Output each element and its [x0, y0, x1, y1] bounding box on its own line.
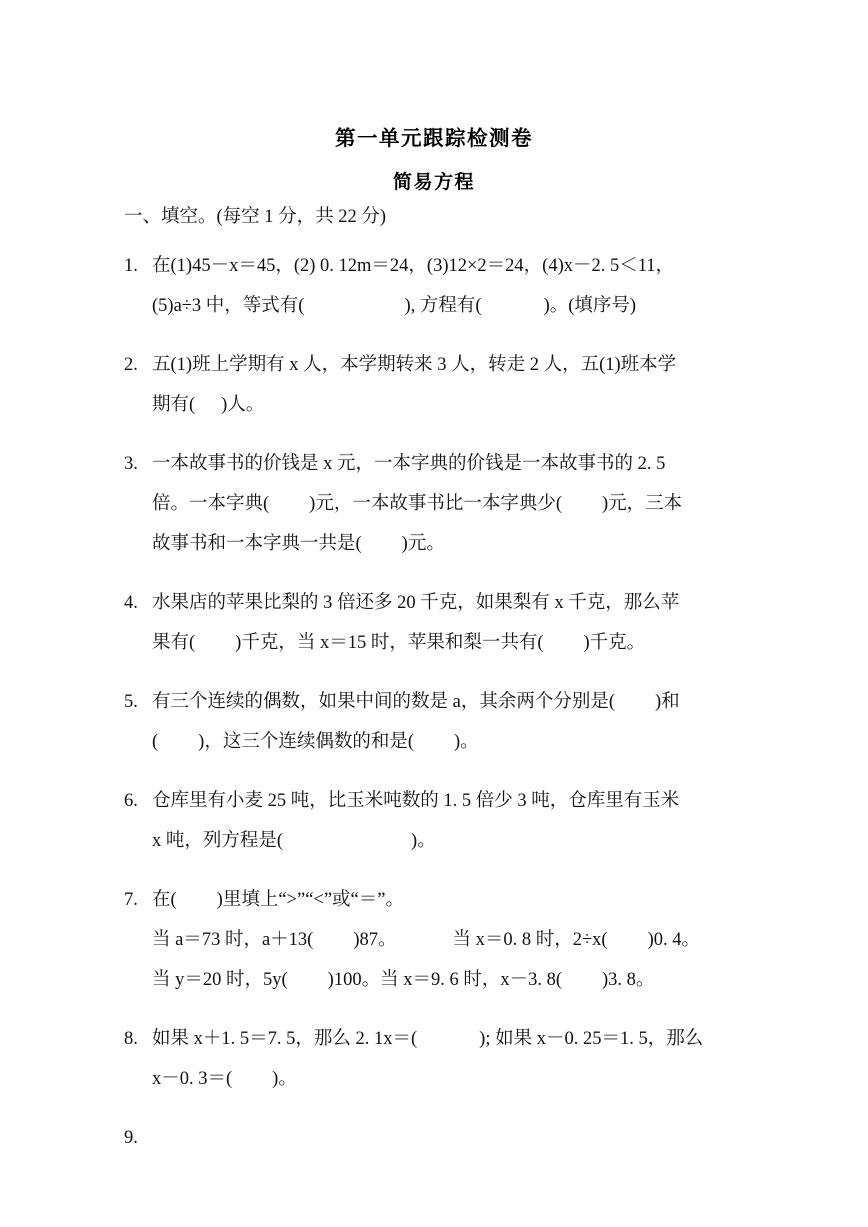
- question-6-text-2: [152, 821, 748, 861]
- question-8-frag-c: x－0. 3＝(: [152, 1068, 233, 1089]
- question-1-line-2: [124, 286, 748, 326]
- question-5-frag-e: )。: [454, 731, 479, 752]
- question-9-line-1: [124, 1118, 748, 1158]
- question-4-number: 4.: [124, 592, 138, 613]
- question-5-frag-c: (: [152, 731, 159, 752]
- question-7-frag-e: 当 x＝0. 8 时，2÷x(: [452, 929, 608, 950]
- question-9: [124, 1118, 748, 1158]
- question-6: [124, 781, 748, 861]
- question-7-number: 7.: [124, 889, 138, 910]
- question-7-line-3: [124, 960, 748, 1000]
- question-7-frag-b: )里填上“>”“<”或“＝”。: [216, 889, 404, 910]
- question-9-number: 9.: [124, 1127, 138, 1148]
- question-5-number: 5.: [124, 691, 138, 712]
- question-5-frag-d: )，这三个连续偶数的和是(: [198, 731, 414, 752]
- question-4-frag-c: )千克。: [583, 632, 646, 653]
- question-7-frag-d: )87。: [353, 929, 397, 950]
- question-3-line-1: [124, 444, 748, 484]
- question-2: [124, 345, 748, 425]
- question-8-text-2: [152, 1059, 748, 1099]
- question-2-frag-a: 期有(: [152, 394, 196, 415]
- question-1: [124, 246, 748, 326]
- question-3-frag-b: )元，一本故事书比一本字典少(: [309, 493, 562, 514]
- question-1-frag-a: (5)a÷3 中，等式有(: [152, 295, 305, 316]
- question-4-line-1: [124, 583, 748, 623]
- question-7: [124, 880, 748, 1000]
- question-8-line-2: [124, 1059, 748, 1099]
- question-3-text-3: [152, 524, 748, 564]
- question-3-text-1: 一本故事书的价钱是 x 元，一本字典的价钱是一本故事书的 2. 5: [152, 453, 666, 474]
- question-6-line-2: [124, 821, 748, 861]
- question-1-text-2: [152, 286, 748, 326]
- question-6-text-1: 仓库里有小麦 25 吨，比玉米吨数的 1. 5 倍少 3 吨，仓库里有玉米: [152, 790, 680, 811]
- question-4-frag-b: )千克，当 x＝15 时，苹果和梨一共有(: [235, 632, 544, 653]
- question-3-frag-d: 故事书和一本字典一共是(: [152, 533, 362, 554]
- question-7-frag-j: )3. 8。: [602, 969, 655, 990]
- question-8-text-1: [152, 1019, 748, 1059]
- question-8-line-1: [124, 1019, 748, 1059]
- question-8-frag-a: 如果 x＋1. 5＝7. 5，那么 2. 1x＝(: [152, 1028, 418, 1049]
- question-3-line-3: [124, 524, 748, 564]
- question-2-line-2: [124, 385, 748, 425]
- question-3-frag-c: )元，三本: [602, 493, 683, 514]
- question-7-text-1: [152, 880, 748, 920]
- question-4-frag-a: 果有(: [152, 632, 196, 653]
- question-7-line-1: [124, 880, 748, 920]
- question-8-number: 8.: [124, 1028, 138, 1049]
- question-1-frag-c: )。(填序号): [543, 295, 637, 316]
- question-4-text-1: 水果店的苹果比梨的 3 倍还多 20 千克，如果梨有 x 千克，那么苹: [152, 592, 680, 613]
- question-1-text-1: 在(1)45－x＝45，(2) 0. 12m＝24，(3)12×2＝24，(4)x－2. 5＜11，: [152, 255, 675, 276]
- question-5-frag-b: )和: [655, 691, 680, 712]
- question-5-frag-a: 有三个连续的偶数，如果中间的数是 a，其余两个分别是(: [152, 691, 615, 712]
- question-1-line-1: [124, 246, 748, 286]
- question-4-line-2: [124, 623, 748, 663]
- question-7-frag-h: )100。: [327, 969, 381, 990]
- question-5: [124, 682, 748, 762]
- question-6-line-1: [124, 781, 748, 821]
- question-3-frag-e: )元。: [401, 533, 445, 554]
- question-7-frag-i: 当 x＝9. 6 时，x－3. 8(: [380, 969, 563, 990]
- question-7-frag-c: 当 a＝73 时，a＋13(: [152, 929, 314, 950]
- question-2-text-2: [152, 385, 748, 425]
- page-subtitle: 简易方程: [392, 171, 475, 193]
- question-6-frag-a: x 吨，列方程是(: [152, 830, 284, 851]
- question-7-text-2: [152, 920, 748, 960]
- question-8-frag-d: )。: [272, 1068, 297, 1089]
- question-2-number: 2.: [124, 354, 138, 375]
- question-7-frag-g: 当 y＝20 时，5y(: [152, 969, 288, 990]
- question-6-frag-b: )。: [411, 830, 436, 851]
- question-2-text-1: 五(1)班上学期有 x 人，本学期转来 3 人，转走 2 人，五(1)班本学: [152, 354, 677, 375]
- question-3-number: 3.: [124, 453, 138, 474]
- question-7-frag-f: )0. 4。: [647, 929, 701, 950]
- question-2-line-1: [124, 345, 748, 385]
- question-2-frag-b: )人。: [221, 394, 265, 415]
- page-title: 第一单元跟踪检测卷: [335, 126, 533, 150]
- question-3-text-2: [152, 484, 748, 524]
- question-1-number: 1.: [124, 255, 138, 276]
- question-7-frag-a: 在(: [152, 889, 177, 910]
- question-7-line-2: [124, 920, 748, 960]
- question-8: [124, 1019, 748, 1099]
- question-4: [124, 583, 748, 663]
- question-3-frag-a: 倍。一本字典(: [152, 493, 270, 514]
- question-3-line-2: [124, 484, 748, 524]
- exam-body: [124, 208, 748, 1158]
- question-5-line-2: [124, 722, 748, 762]
- question-3: [124, 444, 748, 564]
- question-4-text-2: [152, 623, 748, 663]
- question-5-text-2: [152, 722, 748, 762]
- question-5-line-1: [124, 682, 748, 722]
- question-7-text-3: [152, 960, 748, 1000]
- question-1-frag-b: ), 方程有(: [404, 295, 482, 316]
- question-5-text-1: [152, 682, 748, 722]
- question-8-frag-b: ); 如果 x－0. 25＝1. 5，那么: [479, 1028, 704, 1049]
- section-heading-fill-in-blanks: 一、填空。(每空 1 分，共 22 分): [124, 207, 387, 227]
- question-6-number: 6.: [124, 790, 138, 811]
